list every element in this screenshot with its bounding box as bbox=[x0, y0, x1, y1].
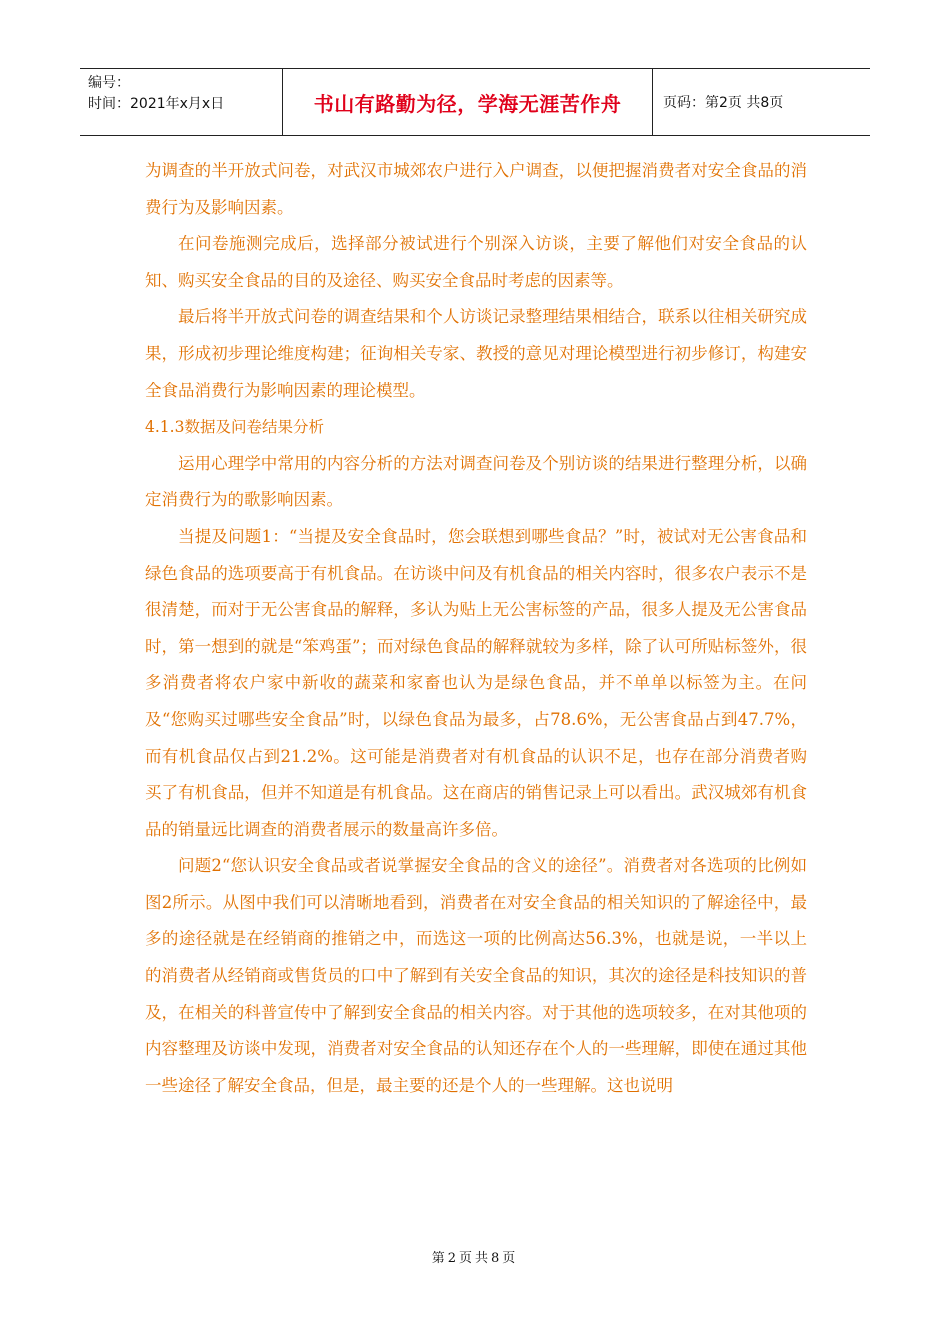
header-page-code: 页码：第2页 共8页 bbox=[663, 95, 784, 111]
header-motto: 书山有路勤为径，学海无涯苦作舟 bbox=[282, 69, 653, 135]
document-body bbox=[145, 153, 807, 1104]
paragraph-4: 运用心理学中常用的内容分析的方法对调查问卷及个别访谈的结果进行整理分析，以确定消费行为的歌影响因素。 bbox=[145, 453, 807, 510]
section-heading: 4.1.3数据及问卷结果分析 bbox=[145, 418, 324, 437]
paragraph-1: 为调查的半开放式问卷，对武汉市城郊农户进行入户调查，以便把握消费者对安全食品的消费行为及影响因素。 bbox=[145, 161, 807, 217]
paragraph-3: 最后将半开放式问卷的调查结果和个人访谈记录整理结果相结合，联系以往相关研究成果，形成初步理论维度构建；征询相关专家、教授的意见对理论模型进行初步修订，构建安全食品消费行为影响因素的理论模型。 bbox=[145, 307, 807, 400]
time-label: 时间：2021年x月x日 bbox=[88, 96, 225, 112]
paragraph-5: 当提及问题1：“当提及安全食品时，您会联想到哪些食品？”时，被试对无公害食品和绿色食品的选项要高于有机食品。在访谈中问及有机食品的相关内容时，很多农户表示不是很清楚，而对于无公害食品的解释，多认为贴上无公害标签的产品，很多人提及无公害食品时，第一想到的就是“笨鸡蛋”；而对绿色食品的解释就较为多样，除了认可所贴标签外，很多消费者将农户家中新收的蔬菜和家畜也认为是绿色食品，并不单单以标签为主。在问及“您购买过哪些安全食品”时，以绿色食品为最多，占78.6%，无公害食品占到47.7%，而有机食品仅占到21.2%。这可能是消费者对有机食品的认识不足，也存在部分消费者购买了有机食品，但并不知道是有机食品。这在商店的销售记录上可以看出。武汉城郊有机食品的销量远比调查的消费者展示的数量高许多倍。 bbox=[145, 526, 807, 839]
paragraph-6: 问题2“您认识安全食品或者说掌握安全食品的含义的途径”。消费者对各选项的比例如图2所示。从图中我们可以清晰地看到，消费者在对安全食品的相关知识的了解途径中，最多的途径就是在经销商的推销之中，而选这一项的比例高达56.3%，也就是说，一半以上的消费者从经销商或售货员的口中了解到有关安全食品的知识，其次的途径是科技知识的普及，在相关的科普宣传中了解到安全食品的相关内容。对于其他的选项较多，在对其他项的内容整理及访谈中发现，消费者对安全食品的认知还存在个人的一些理解，即使在通过其他一些途径了解安全食品，但是，最主要的还是个人的一些理解。这也说明 bbox=[145, 856, 807, 1095]
page-header bbox=[80, 68, 870, 136]
header-meta bbox=[80, 69, 282, 135]
paragraph-2: 在问卷施测完成后，选择部分被试进行个别深入访谈，主要了解他们对安全食品的认知、购买安全食品的目的及途径、购买安全食品时考虑的因素等。 bbox=[145, 234, 807, 290]
number-label: 编号： bbox=[88, 75, 130, 91]
page-footer: 第2页共8页 bbox=[431, 1251, 519, 1266]
